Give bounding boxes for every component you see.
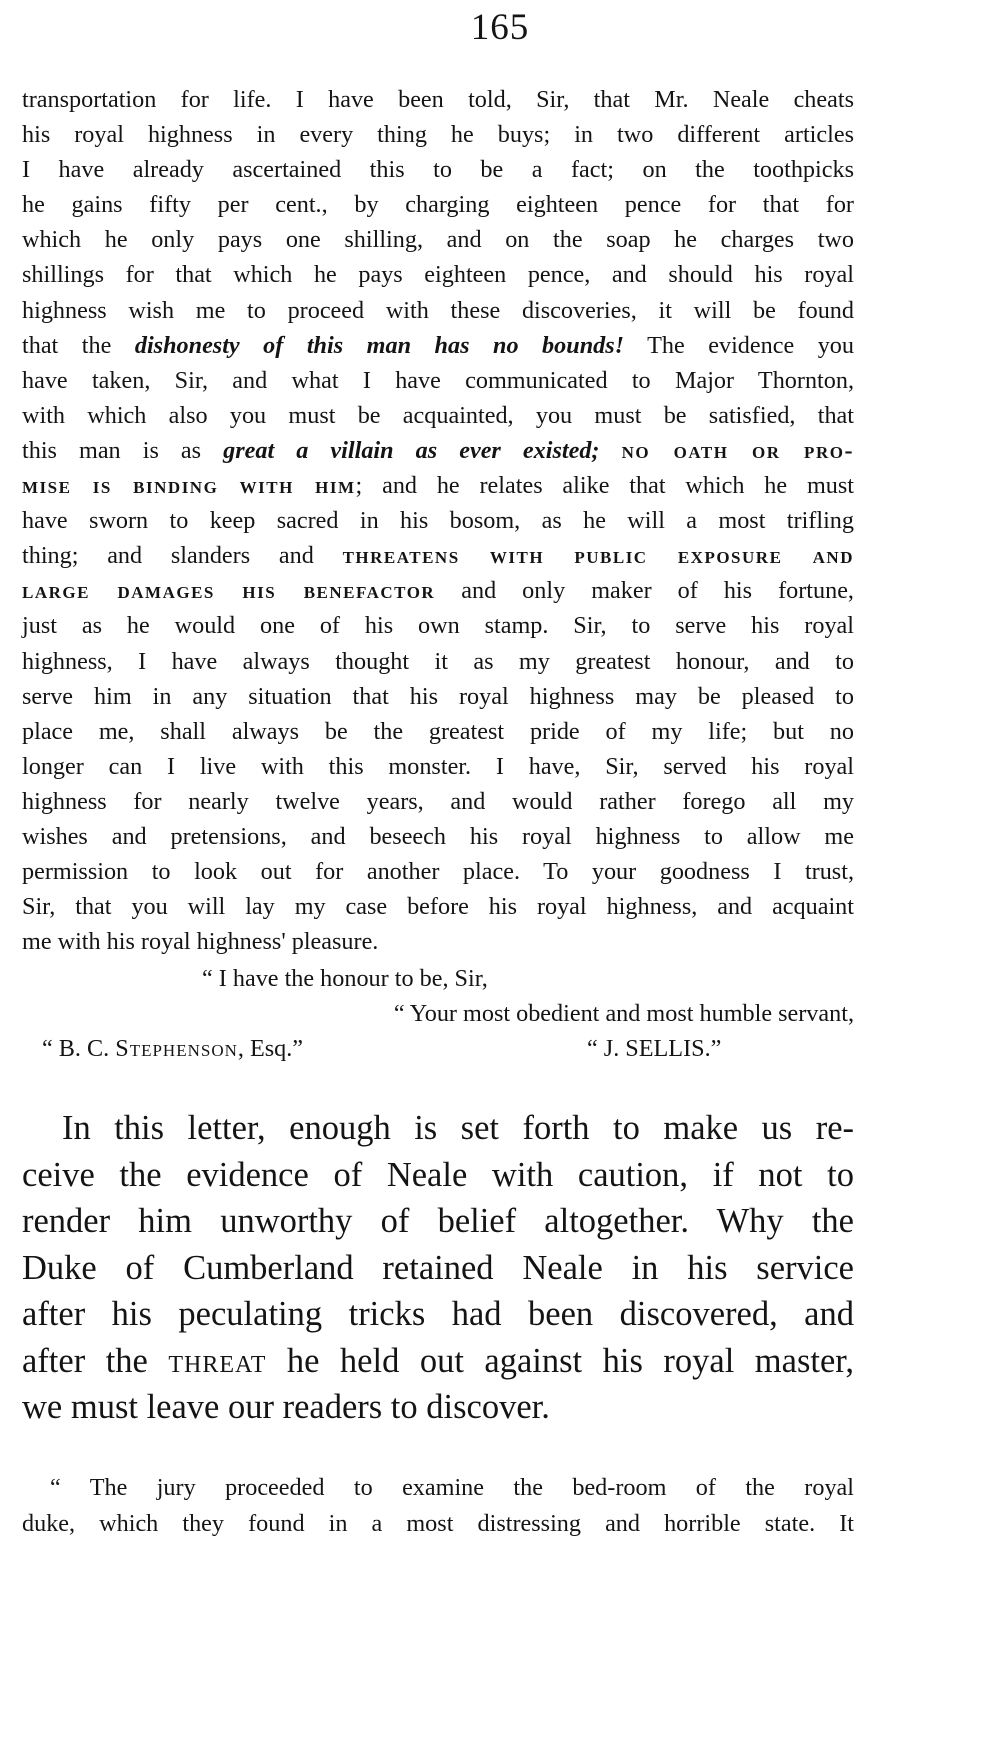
- quote-paragraph: [22, 1470, 854, 1541]
- letter-text-run: this man is as: [22, 436, 224, 464]
- letter-line: [22, 363, 854, 398]
- letter-paragraph: [22, 82, 854, 959]
- commentary-text-run: after: [22, 1295, 86, 1333]
- commentary-text-run: after the: [22, 1341, 148, 1380]
- commentary-line: [22, 1245, 854, 1292]
- letter-line: [22, 608, 854, 643]
- letter-body: [22, 82, 854, 1069]
- letter-text-run: me with his royal highness' pleasure.: [22, 928, 379, 956]
- letter-line: [22, 187, 854, 222]
- letter-text-run: The evidence you: [624, 331, 854, 359]
- letter-line: [22, 433, 854, 468]
- closing-line-honour: “ I have the honour to be, Sir,: [202, 965, 488, 993]
- letter-text-run: shillings for that which he pays eighteen pence, and should his royal: [22, 261, 854, 289]
- letter-text-run: no oath or pro-: [621, 436, 855, 464]
- quote-text-run: duke, which they found in a most distressing and horrible state. It: [22, 1509, 854, 1537]
- commentary-line: [22, 1291, 854, 1338]
- closing-line-servant: “ Your most obedient and most humble servant,: [393, 1000, 854, 1028]
- commentary-text-run: In this letter, enough is set forth to make us re-: [62, 1109, 854, 1147]
- addressee: [42, 1031, 303, 1066]
- commentary-line: [22, 1105, 854, 1152]
- letter-text-run: transportation for life. I have been told, Sir, that Mr. Neale cheats: [22, 86, 854, 113]
- commentary-line: [22, 1198, 854, 1245]
- letter-text-run: which he only pays one shilling, and on the soap he charges two: [22, 226, 854, 254]
- commentary-line: [22, 1338, 854, 1385]
- letter-line: [22, 468, 854, 503]
- letter-text-run: have sworn to keep sacred in his bosom, as he will a most trifling: [22, 507, 854, 535]
- letter-line: [22, 573, 854, 608]
- letter-text-run: wishes and pretensions, and beseech his royal highness to allow me: [22, 822, 854, 850]
- commentary-line: [22, 1152, 854, 1199]
- commentary-text-run: [689, 1202, 717, 1240]
- letter-text-run: dishonesty of this man has no bounds!: [134, 331, 625, 359]
- letter-text-run: highness, I have always thought it as my greatest honour, and to: [22, 647, 854, 675]
- quote-line: [22, 1506, 854, 1542]
- commentary-text-run: unworthy of belief altogether.: [220, 1202, 689, 1240]
- letter-text-run: just as he would one of his own stamp. Sir, to serve his royal: [22, 612, 854, 640]
- page-number: 165: [470, 7, 530, 48]
- letter-text-run: and only maker of his fortune,: [435, 577, 854, 605]
- commentary-line: [22, 1384, 854, 1431]
- letter-text-run: threatens with public exposure and: [342, 542, 854, 570]
- letter-text-run: [599, 437, 621, 464]
- letter-text-run: have taken, Sir, and what I have communicated to Major Thornton,: [22, 366, 854, 394]
- commentary-text-run: if not to: [688, 1155, 854, 1194]
- letter-line: [22, 328, 854, 363]
- letter-text-run: Sir, that you will lay my case before his royal highness, and acquaint: [22, 893, 854, 921]
- letter-text-run: his royal highness in every thing he buys; in two different articles: [22, 121, 854, 149]
- commentary-text-run: he held out against his royal master,: [266, 1341, 855, 1380]
- letter-line: [22, 679, 854, 714]
- letter-text-run: ; and he relates alike that which he must: [355, 472, 854, 500]
- commentary-text-run: render him: [22, 1202, 221, 1240]
- addressee-close: , Esq.”: [237, 1035, 304, 1063]
- letter-line: [22, 82, 854, 117]
- letter-closing: [22, 959, 854, 1069]
- commentary-text-run: caution,: [577, 1155, 689, 1194]
- letter-line: [22, 222, 854, 257]
- letter-text-run: highness wish me to proceed with these discoveries, it will be found: [22, 296, 854, 324]
- letter-line: [22, 398, 854, 433]
- letter-text-run: he gains fifty per cent., by charging eighteen pence for that for: [22, 191, 854, 219]
- letter-line: [22, 503, 854, 538]
- letter-line: [22, 644, 854, 679]
- letter-text-run: that the: [22, 331, 135, 359]
- commentary-text-run: the: [783, 1202, 854, 1240]
- commentary-text-run: Duke of Cumberland retained Neale in his service: [22, 1248, 854, 1287]
- commentary-text-run: we must leave our readers to discover.: [22, 1388, 550, 1426]
- letter-text-run: great a villain as ever existed;: [223, 436, 600, 464]
- letter-line: [22, 889, 854, 924]
- letter-text-run: permission to look out for another place. To your goodness I trust,: [22, 858, 854, 886]
- letter-text-run: place me, shall always be the greatest pride of my life; but no: [22, 717, 854, 745]
- addressee-name: Stephenson: [115, 1035, 238, 1063]
- letter-text-run: serve him in any situation that his royal highness may be pleased to: [22, 682, 854, 710]
- commentary-text-run: ceive the evidence of Neale with: [22, 1155, 578, 1194]
- letter-line: [22, 117, 854, 152]
- letter-text-run: thing; and slanders and: [22, 542, 343, 570]
- commentary-text-run: threat: [168, 1341, 267, 1380]
- letter-line: [22, 749, 854, 784]
- letter-line: [22, 854, 854, 889]
- addressee-open: “ B. C.: [42, 1035, 116, 1063]
- letter-text-run: I have already ascertained this to be a fact; on the toothpicks: [22, 156, 854, 184]
- commentary-text-run: Why: [716, 1202, 784, 1240]
- letter-line: [22, 714, 854, 749]
- letter-line: [22, 924, 854, 959]
- commentary-text-run: his peculating tricks had been discovered, and: [85, 1295, 854, 1333]
- quote-line: [22, 1470, 854, 1506]
- letter-text-run: longer can I live with this monster. I have, Sir, served his royal: [22, 752, 854, 780]
- letter-text-run: mise is binding with him: [22, 472, 356, 500]
- letter-line: [22, 538, 854, 573]
- quote-text-run: “ The jury proceeded to examine the bed-room of the royal: [50, 1474, 854, 1501]
- commentary-text-run: [148, 1342, 169, 1380]
- letter-text-run: highness for nearly twelve years, and would rather forego all my: [22, 787, 854, 815]
- letter-line: [22, 257, 854, 292]
- commentary-paragraph: [22, 1105, 854, 1431]
- signature: “ J. SELLIS.”: [587, 1035, 722, 1063]
- letter-line: [22, 784, 854, 819]
- letter-line: [22, 293, 854, 328]
- letter-text-run: with which also you must be acquainted, you must be satisfied, that: [22, 401, 854, 429]
- letter-line: [22, 152, 854, 187]
- letter-text-run: large damages his benefactor: [22, 577, 436, 605]
- letter-line: [22, 819, 854, 854]
